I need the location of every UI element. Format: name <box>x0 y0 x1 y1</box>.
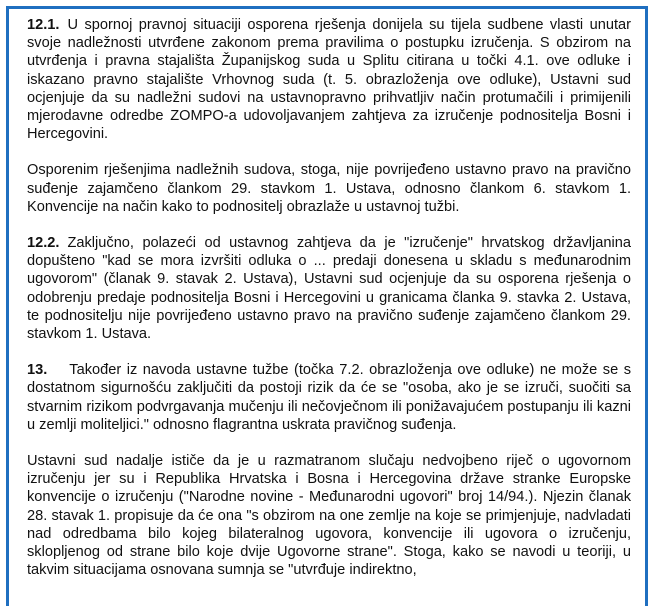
paragraph-text: U spornoj pravnoj situaciji osporena rješenja donijela su tijela sudbene vlasti unutar svoje nadležnosti utvrđene zakonom prema pravilima o postupku izručenja. S obzirom na utvrđenja i pravna stajališta Županijskog suda u Splitu citirana u točki 4.1. ove odluke i iskazano pravno stajalište Vrhovnog suda (t. 5. obrazloženja ove odluke), Ustavni sud ocjenjuje da su nadležni sudovi na ustavnopravno prihvatljiv način protumačili i primijenili mjerodavne odredbe ZOMPO-a udovoljavanjem zahtjeva za izručenje podnositelja Bosni i Hercegovini. <box>27 17 631 143</box>
document-body <box>27 16 631 597</box>
paragraph-13 <box>27 361 631 434</box>
paragraph-12-1-conclusion <box>27 161 631 216</box>
paragraph-text: Također iz navoda ustavne tužbe (točka 7.2. obrazloženja ove odluke) ne može se s dostatnom sigurnošću zaključiti da postoji rizik da će se "osoba, ako je se izruči, suočiti sa stvarnim rizikom podvrgavanja mučenju ili nečovječnom ili ponižavajućem postupanju ili kazni u zemlji moliteljici." odnosno flagrantna uskrata pravičnog suđenja. <box>27 362 631 433</box>
paragraph-12-2 <box>27 234 631 343</box>
paragraph-text: Osporenim rješenjima nadležnih sudova, stoga, nije povrijeđeno ustavno pravo na pravično suđenje zajamčeno člankom 29. stavkom 1. Ustava, odnosno člankom 6. stavkom 1. Konvencije na način kako to podnositelj obrazlaže u ustavnoj tužbi. <box>27 162 631 215</box>
paragraph-number: 12.2. <box>27 235 60 252</box>
paragraph-13-continued <box>27 452 631 579</box>
paragraph-text: Ustavni sud nadalje ističe da je u razmatranom slučaju nedvojbeno riječ o ugovornom izručenju jer su i Republika Hrvatska i Bosna i Hercegovina države stranke Europske konvencije o izručenju ("Narodne novine - Međunarodni ugovori" broj 14/94.). Njezin članak 28. stavak 1. propisuje da će ona "s obzirom na one zemlje na koje se primjenjuje, nadvladati nad odredbama bilo kojeg bilateralnog ugovora, konvencije ili ugovora o izručenju, sklopljenog od strane bilo koje dvije Ugovorne strane". Stoga, kako se navodi u teoriji, u takvim situacijama osnovana sumnja se "utvrđuje indirektno, <box>27 453 631 579</box>
paragraph-text: Zaključno, polazeći od ustavnog zahtjeva da je "izručenje" hrvatskog državljanina dopušteno "kad se mora izvršiti odluka o ... predaji donesena u skladu s međunarodnim ugovorom" (članak 9. stavak 2. Ustava), Ustavni sud ocjenjuje da su osporena rješenja o odobrenju predaje podnositelja Bosni i Hercegovini u granicama članka 9. stavka 2. Ustava, te podnositelju nije povrijeđeno ustavno pravo na pravično suđenje zajamčeno člankom 29. stavkom 1. Ustava. <box>27 235 631 343</box>
paragraph-number: 13. <box>27 362 48 379</box>
paragraph-number: 12.1. <box>27 17 60 33</box>
paragraph-12-1 <box>27 16 631 143</box>
